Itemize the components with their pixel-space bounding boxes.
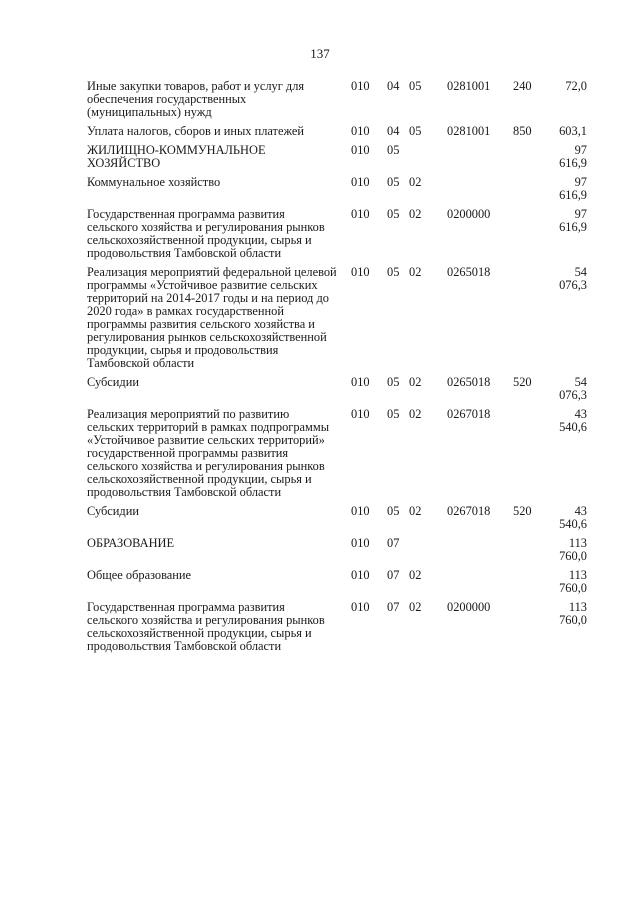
row-target-code: 0267018 [447,504,491,518]
row-subsection-code: 02 [409,600,422,614]
row-target-code [441,176,507,208]
row-expense-type-code [507,266,553,376]
row-subsection-code [403,537,441,569]
row-gl-code: 010 [351,265,370,279]
row-name: Государственная программа развития сельского хозяйства и регулирования рынков сельскохозяйственной продукции, сырья и продовольствия Тамбовской области [87,600,325,653]
table-row [87,80,587,125]
row-gl-code: 010 [351,207,370,221]
row-target-code: 0281001 [447,79,491,93]
row-expense-type-code: 240 [513,79,532,93]
row-section-code: 05 [387,143,400,157]
row-gl-code: 010 [351,536,370,550]
row-target-code: 0200000 [447,207,491,221]
page-number: 137 [310,46,330,61]
table-row [87,601,587,659]
row-target-code [441,569,507,601]
row-target-code: 0200000 [447,600,491,614]
row-amount: 603,1 [559,124,587,138]
row-section-code: 05 [387,407,400,421]
table-row [87,208,587,266]
table-row [87,376,587,408]
row-expense-type-code: 520 [513,375,532,389]
row-subsection-code: 02 [409,375,422,389]
row-gl-code: 010 [351,143,370,157]
table-row [87,408,587,505]
row-amount: 97 616,9 [559,175,587,202]
row-amount: 54 076,3 [559,375,587,402]
row-gl-code: 010 [351,79,370,93]
row-amount: 113 760,0 [559,536,587,563]
row-target-code: 0265018 [447,265,491,279]
row-subsection-code: 02 [409,265,422,279]
row-amount: 97 616,9 [559,207,587,234]
row-expense-type-code [507,601,553,659]
row-amount: 113 760,0 [559,568,587,595]
row-section-code: 07 [387,568,400,582]
row-subsection-code: 02 [409,504,422,518]
row-target-code: 0267018 [447,407,491,421]
row-subsection-code: 05 [409,124,422,138]
row-target-code: 0281001 [447,124,491,138]
row-expense-type-code [507,176,553,208]
row-gl-code: 010 [351,504,370,518]
row-expense-type-code: 520 [513,504,532,518]
row-section-code: 07 [387,600,400,614]
table-row [87,144,587,176]
row-subsection-code: 02 [409,207,422,221]
table-row [87,569,587,601]
row-section-code: 05 [387,375,400,389]
row-name: Субсидии [87,504,139,518]
row-expense-type-code [507,144,553,176]
row-target-code [441,537,507,569]
row-target-code [441,144,507,176]
row-target-code: 0265018 [447,375,491,389]
row-gl-code: 010 [351,124,370,138]
row-name: Субсидии [87,375,139,389]
row-expense-type-code [507,569,553,601]
table-row [87,266,587,376]
row-section-code: 05 [387,504,400,518]
row-name: Реализация мероприятий федеральной целевой программы «Устойчивое развитие сельских территорий на 2014-2017 годы и на период до 2020 года» в рамках государственной программы развития сельского хозяйства и регулирования рынков сельскохозяйственной продукции, сырья и продовольствия Тамбовской области [87,265,337,370]
row-name: Государственная программа развития сельского хозяйства и регулирования рынков сельскохозяйственной продукции, сырья и продовольствия Тамбовской области [87,207,325,260]
table-row [87,176,587,208]
row-subsection-code [403,144,441,176]
row-name: Коммунальное хозяйство [87,175,221,189]
row-name: ЖИЛИЩНО-КОММУНАЛЬНОЕ ХОЗЯЙСТВО [87,143,266,170]
row-subsection-code: 02 [409,175,422,189]
row-gl-code: 010 [351,375,370,389]
row-amount: 43 540,6 [559,504,587,531]
row-section-code: 05 [387,175,400,189]
row-expense-type-code [507,408,553,505]
row-gl-code: 010 [351,407,370,421]
row-expense-type-code [507,537,553,569]
row-section-code: 07 [387,536,400,550]
row-amount: 97 616,9 [559,143,587,170]
table-row [87,537,587,569]
row-section-code: 04 [387,124,400,138]
table-row [87,505,587,537]
table-row [87,125,587,144]
row-name: Иные закупки товаров, работ и услуг для обеспечения государственных (муниципальных) нужд [87,79,305,119]
row-amount: 43 540,6 [559,407,587,434]
row-gl-code: 010 [351,175,370,189]
row-gl-code: 010 [351,568,370,582]
row-subsection-code: 02 [409,407,422,421]
row-name: Уплата налогов, сборов и иных платежей [87,124,305,138]
row-subsection-code: 05 [409,79,422,93]
row-section-code: 05 [387,207,400,221]
table-body [87,80,587,659]
row-gl-code: 010 [351,600,370,614]
row-name: Реализация мероприятий по развитию сельских территорий в рамках подпрограммы «Устойчивое развитие сельских территорий» государственной программы развития сельского хозяйства и регулирования рынков сельскохозяйственной продукции, сырья и продовольствия Тамбовской области [87,407,330,499]
row-name: ОБРАЗОВАНИЕ [87,536,175,550]
budget-table [87,80,587,659]
row-expense-type-code [507,208,553,266]
row-amount: 54 076,3 [559,265,587,292]
row-name: Общее образование [87,568,192,582]
row-expense-type-code: 850 [513,124,532,138]
row-amount: 72,0 [565,79,587,93]
row-section-code: 05 [387,265,400,279]
row-amount: 113 760,0 [559,600,587,627]
row-subsection-code: 02 [409,568,422,582]
row-section-code: 04 [387,79,400,93]
